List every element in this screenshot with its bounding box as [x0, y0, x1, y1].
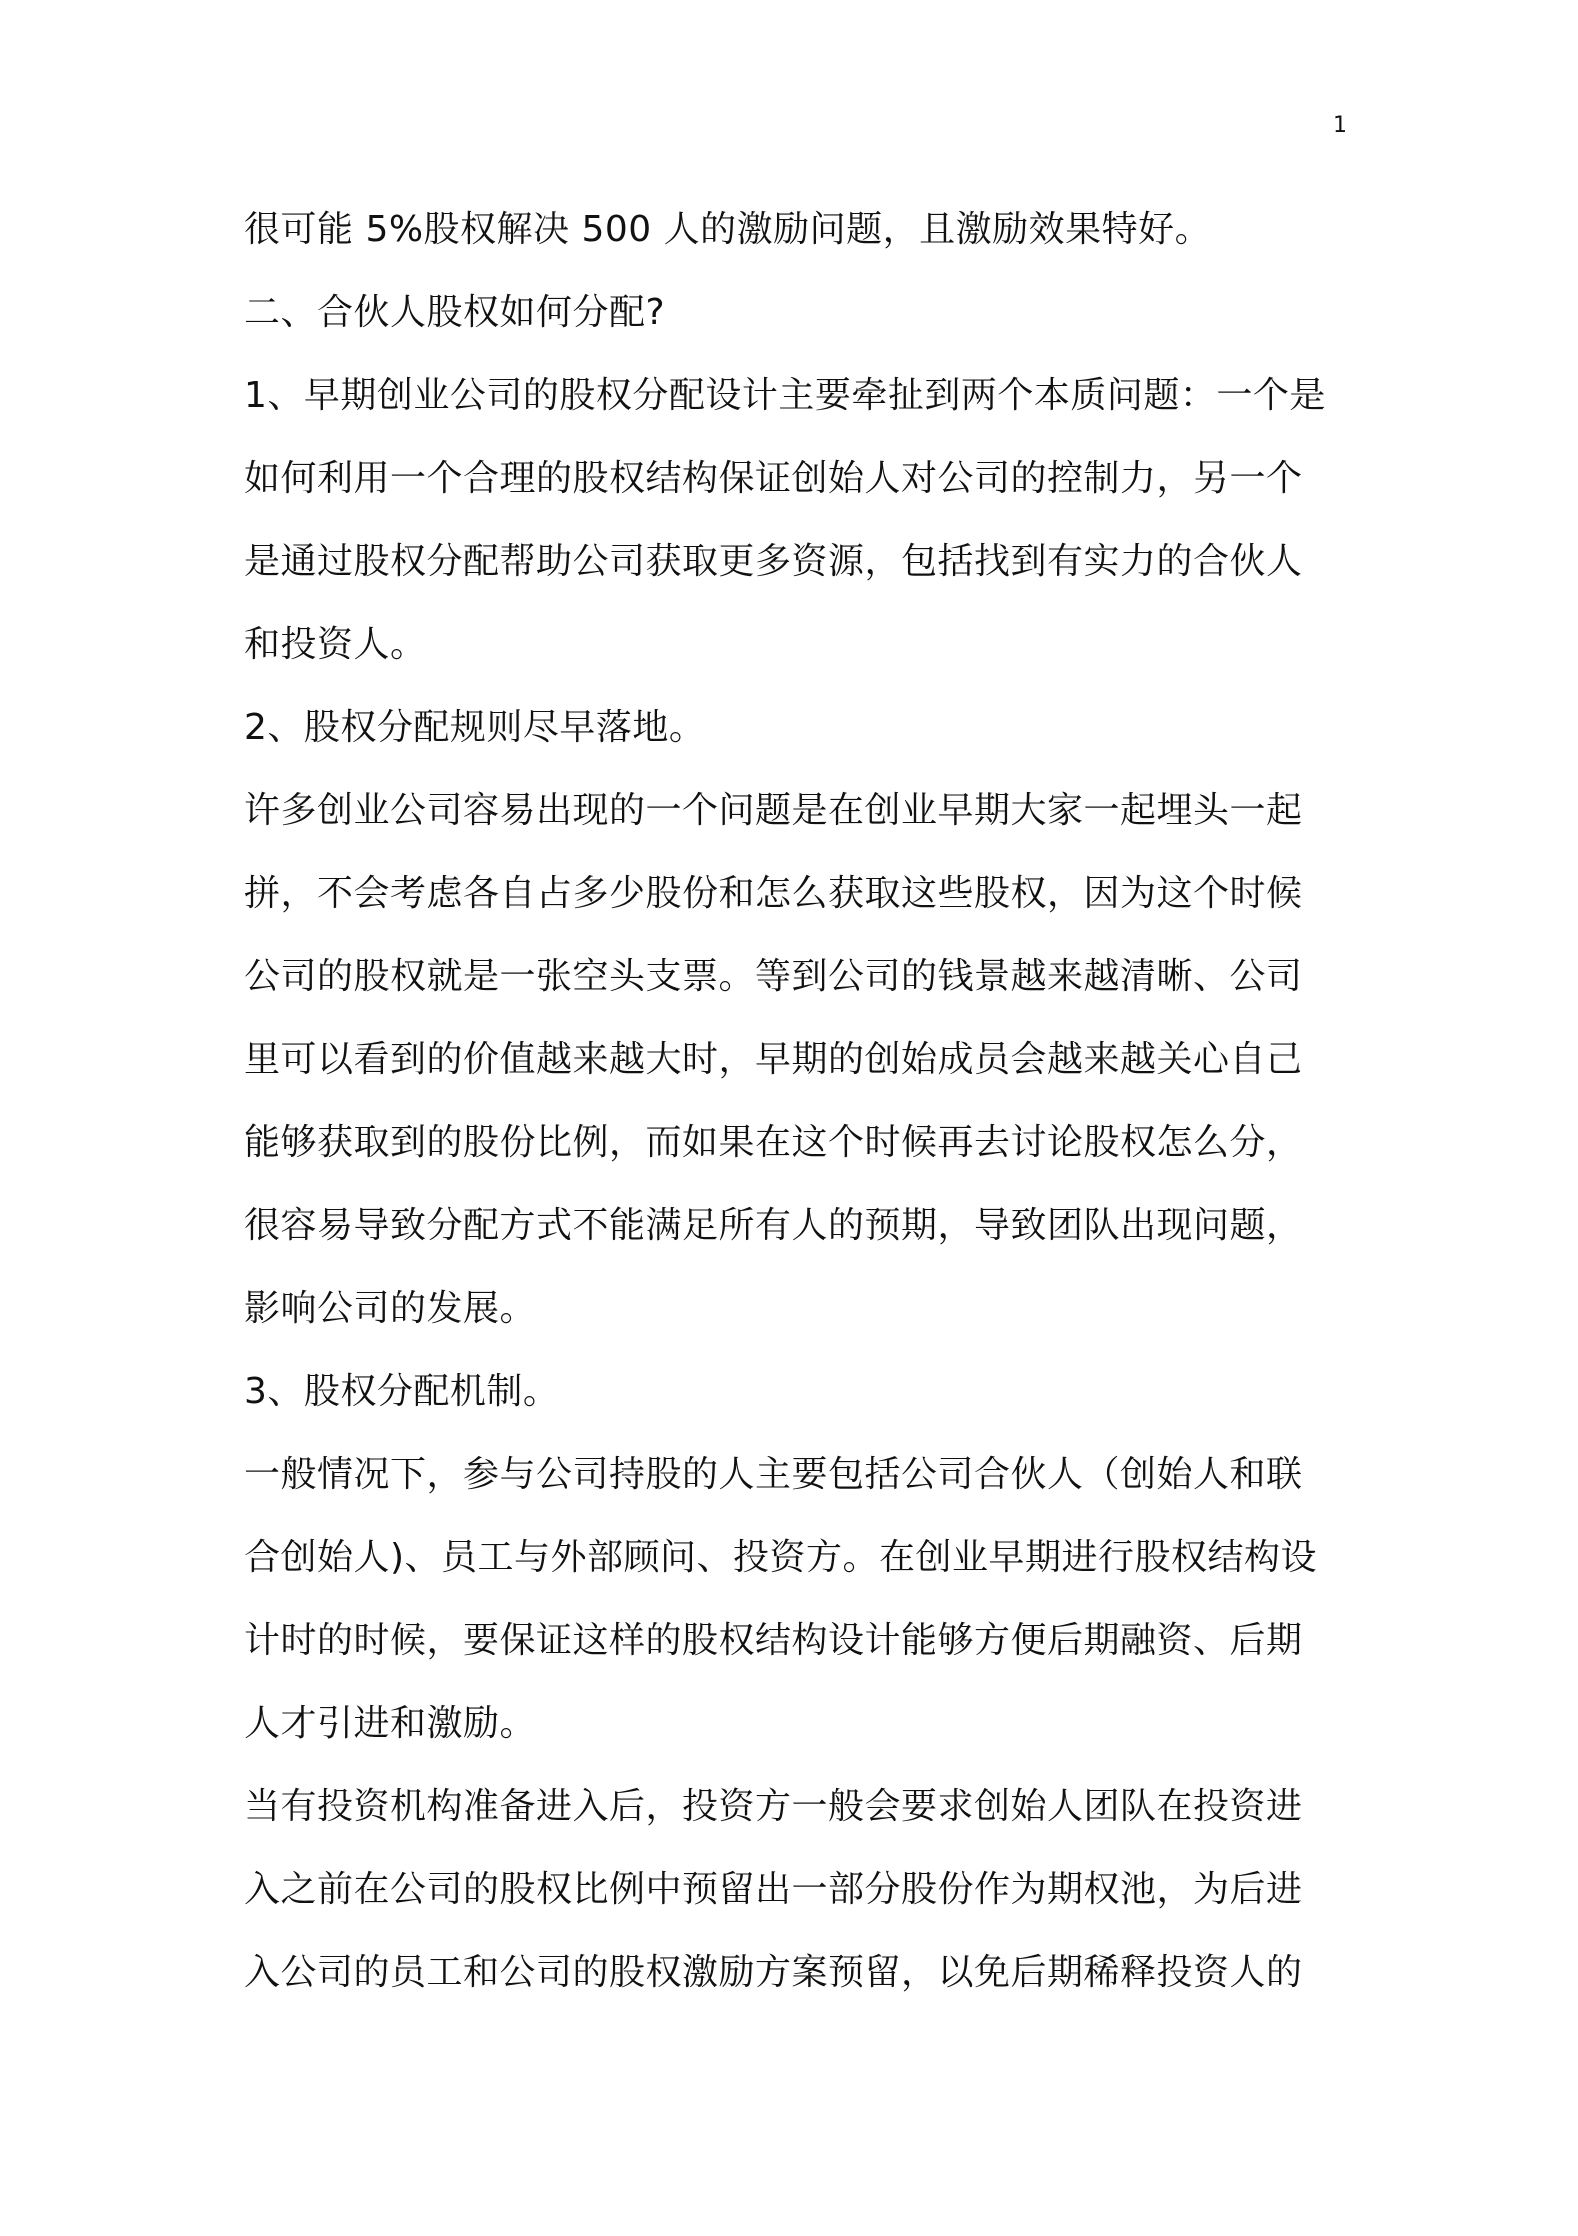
text-line: 公司的股权就是一张空头支票。等到公司的钱景越来越清晰、公司	[244, 956, 1303, 997]
section-heading: 二、合伙人股权如何分配?	[244, 292, 666, 333]
text-line: 人才引进和激励。	[244, 1703, 537, 1744]
text-line: 很容易导致分配方式不能满足所有人的预期，导致团队出现问题，	[244, 1205, 1303, 1246]
text-line: 当有投资机构准备进入后，投资方一般会要求创始人团队在投资进	[244, 1786, 1303, 1827]
text-line: 1、早期创业公司的股权分配设计主要牵扯到两个本质问题：一个是	[244, 375, 1326, 416]
page-number: 1	[1333, 113, 1347, 138]
text-line: 和投资人。	[244, 624, 427, 665]
text-line: 很可能 5%股权解决 500 人的激励问题，且激励效果特好。	[244, 209, 1212, 250]
text-line: 如何利用一个合理的股权结构保证创始人对公司的控制力，另一个	[244, 458, 1303, 499]
text-line: 是通过股权分配帮助公司获取更多资源，包括找到有实力的合伙人	[244, 541, 1303, 582]
text-line: 一般情况下，参与公司持股的人主要包括公司合伙人（创始人和联	[244, 1454, 1303, 1495]
text-line: 2、股权分配规则尽早落地。	[244, 707, 706, 748]
text-line: 计时的时候，要保证这样的股权结构设计能够方便后期融资、后期	[244, 1620, 1303, 1661]
text-line: 入公司的员工和公司的股权激励方案预留，以免后期稀释投资人的	[244, 1952, 1303, 1993]
text-line: 3、股权分配机制。	[244, 1371, 560, 1412]
text-line: 许多创业公司容易出现的一个问题是在创业早期大家一起埋头一起	[244, 790, 1303, 831]
text-line: 拼，不会考虑各自占多少股份和怎么获取这些股权，因为这个时候	[244, 873, 1303, 914]
text-line: 合创始人)、员工与外部顾问、投资方。在创业早期进行股权结构设	[244, 1537, 1318, 1578]
text-line: 能够获取到的股份比例，而如果在这个时候再去讨论股权怎么分，	[244, 1122, 1303, 1163]
text-line: 入之前在公司的股权比例中预留出一部分股份作为期权池，为后进	[244, 1869, 1303, 1910]
text-line: 影响公司的发展。	[244, 1288, 537, 1329]
text-line: 里可以看到的价值越来越大时，早期的创始成员会越来越关心自己	[244, 1039, 1303, 1080]
